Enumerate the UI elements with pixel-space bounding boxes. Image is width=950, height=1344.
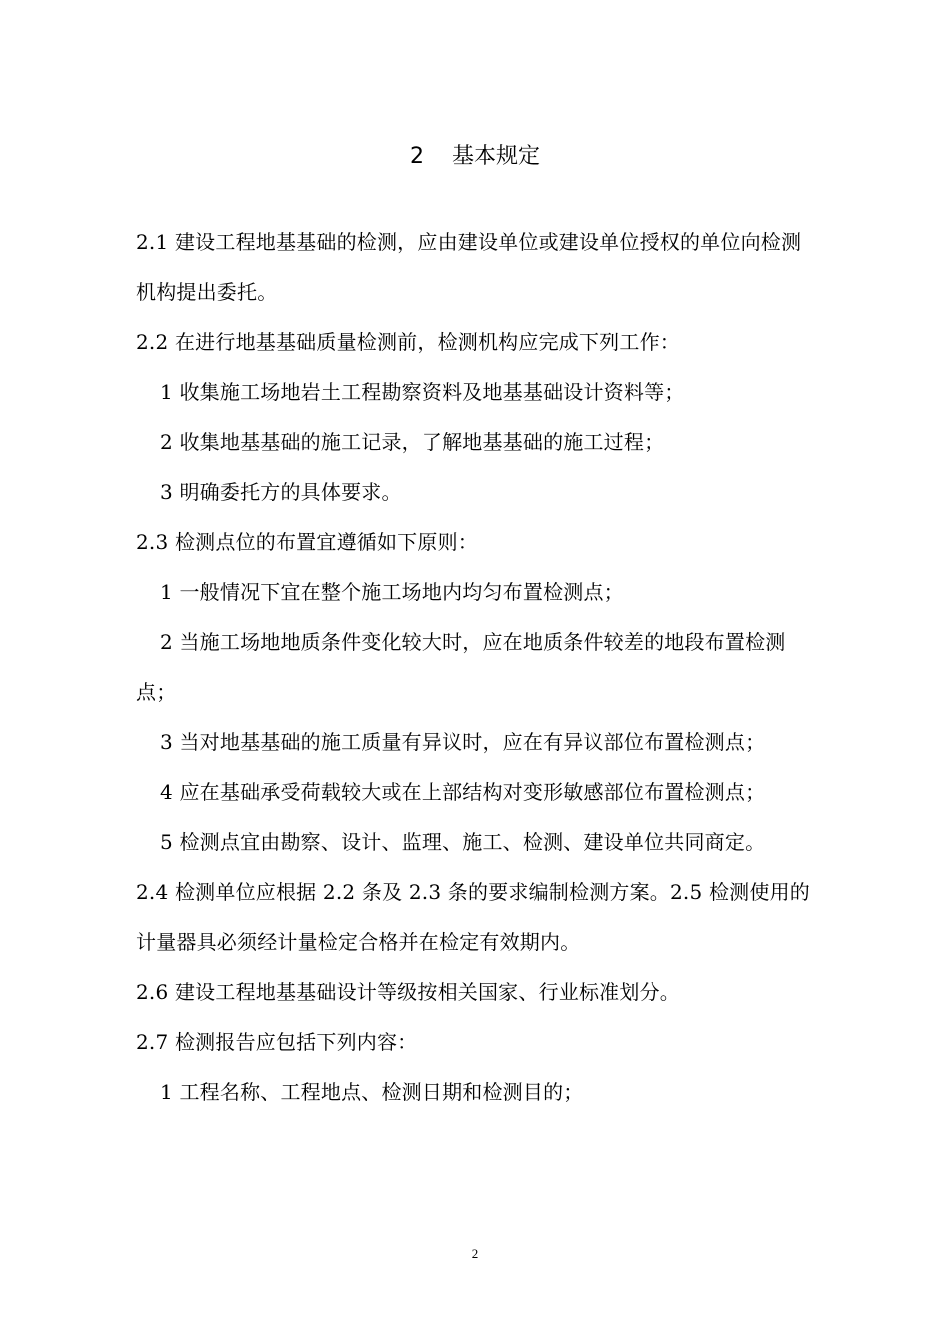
- clause-2-3-item-3: 3 当对地基基础的施工质量有异议时，应在有异议部位布置检测点；: [160, 730, 766, 754]
- clause-2-6: 2.6 建设工程地基基础设计等级按相关国家、行业标准划分。: [136, 980, 680, 1004]
- clause-2-7-item-1: 1 工程名称、工程地点、检测日期和检测目的；: [160, 1080, 584, 1104]
- clause-2-3-item-2: 2 当施工场地地质条件变化较大时，应在地质条件较差的地段布置检测点；: [136, 630, 786, 704]
- clause-2-2-item-2: 2 收集地基基础的施工记录，了解地基基础的施工过程；: [160, 430, 665, 454]
- clause-2-3-item-4: 4 应在基础承受荷载较大或在上部结构对变形敏感部位布置检测点；: [160, 780, 766, 804]
- clause-2-2-item-1: 1 收集施工场地岩土工程勘察资料及地基基础设计资料等；: [160, 380, 685, 404]
- clause-2-4-2-5: 2.4 检测单位应根据 2.2 条及 2.3 条的要求编制检测方案。2.5 检测使用的计量器具必须经计量检定合格并在检定有效期内。: [136, 880, 810, 954]
- clause-2-2: 2.2 在进行地基基础质量检测前，检测机构应完成下列工作：: [136, 330, 680, 354]
- clause-2-7: 2.7 检测报告应包括下列内容：: [136, 1030, 418, 1054]
- page-number: 2: [471, 1246, 479, 1261]
- clause-2-1: 2.1 建设工程地基基础的检测，应由建设单位或建设单位授权的单位向检测机构提出委托。: [136, 230, 802, 304]
- clause-2-3-item-5: 5 检测点宜由勘察、设计、监理、施工、检测、建设单位共同商定。: [160, 830, 766, 854]
- clause-2-3: 2.3 检测点位的布置宜遵循如下原则：: [136, 530, 478, 554]
- clause-2-3-item-1: 1 一般情况下宜在整个施工场地内均匀布置检测点；: [160, 580, 624, 604]
- page-title: 2 基本规定: [410, 144, 540, 169]
- document-body: [136, 217, 816, 1117]
- clause-2-2-item-3: 3 明确委托方的具体要求。: [160, 480, 402, 504]
